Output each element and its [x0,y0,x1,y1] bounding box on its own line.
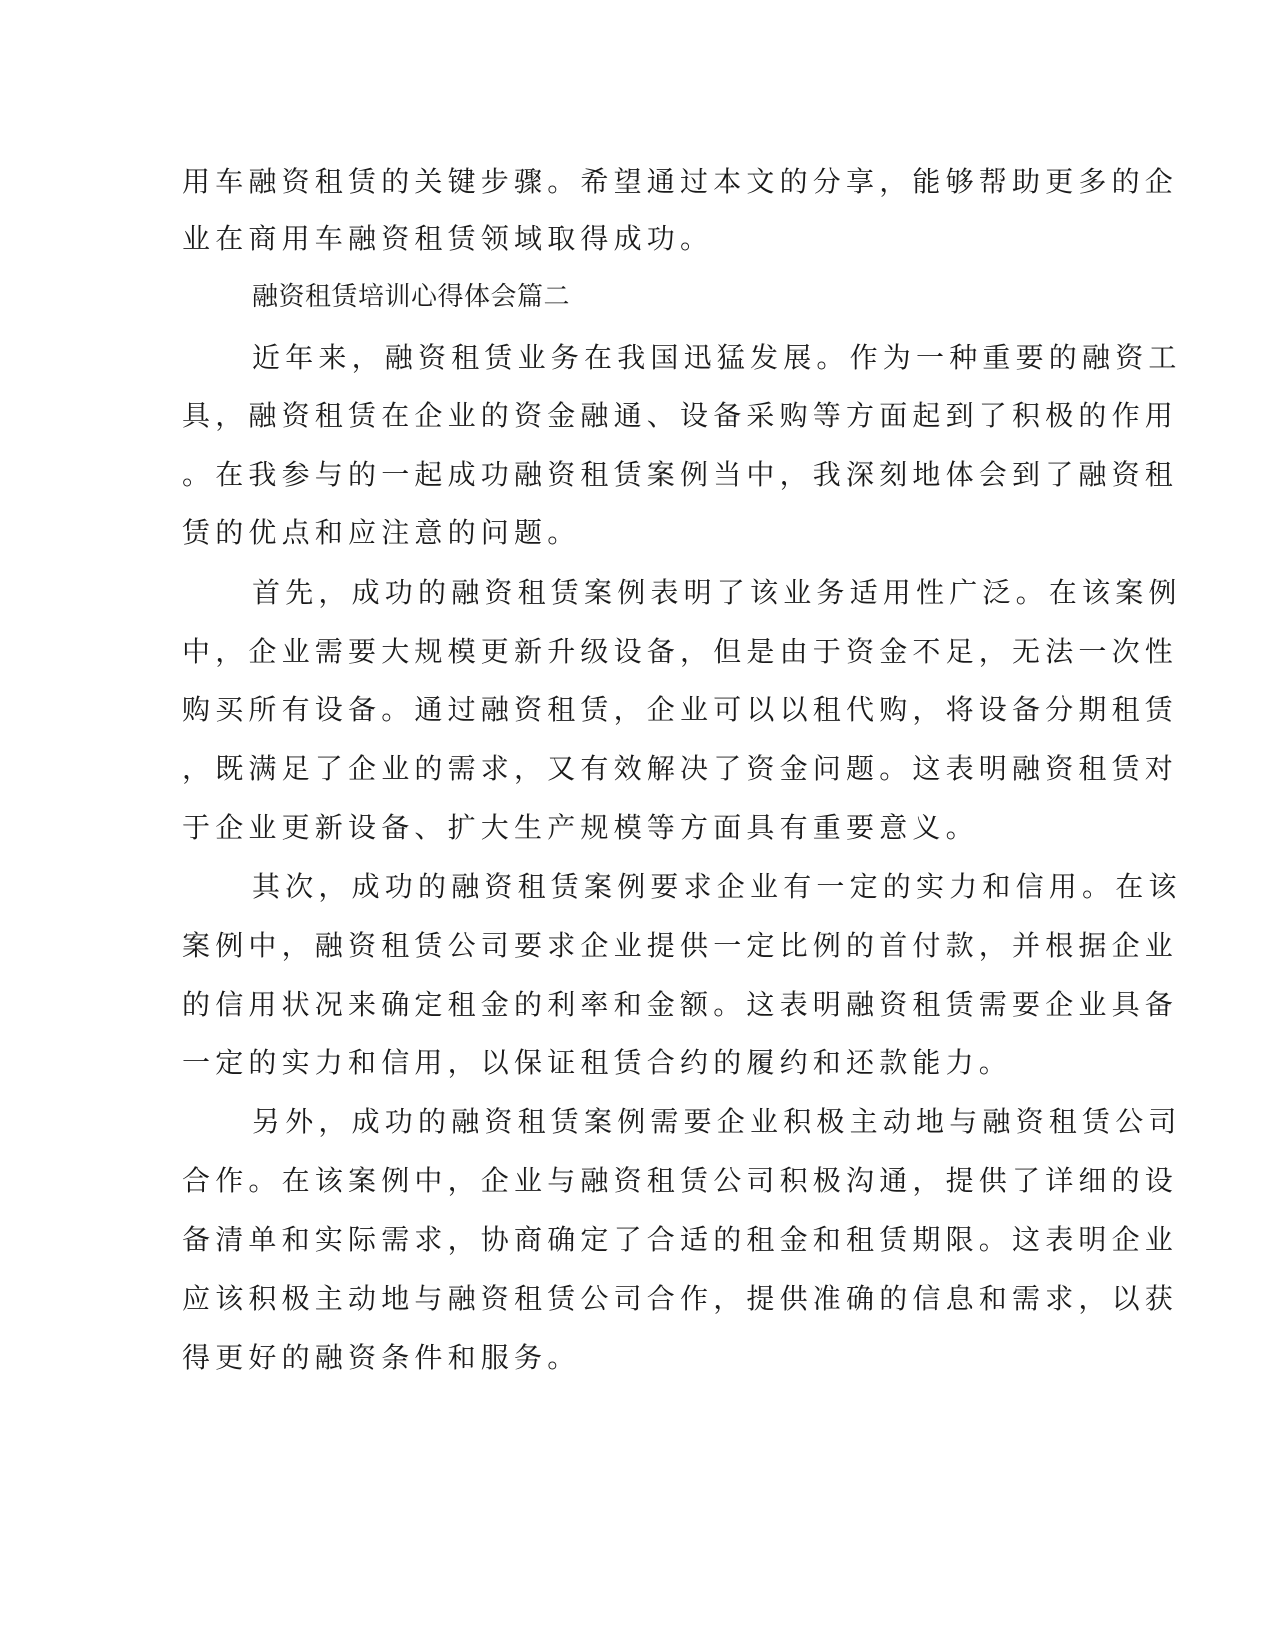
text-line: 备清单和实际需求，协商确定了合适的租金和租赁期限。这表明企业 [182,1223,1179,1256]
text-line: 其次，成功的融资租赁案例要求企业有一定的实力和信用。在该 [252,870,1182,903]
text-line: 中，企业需要大规模更新升级设备，但是由于资金不足，无法一次性 [182,635,1179,668]
text-line: 。在我参与的一起成功融资租赁案例当中，我深刻地体会到了融资租 [182,458,1179,491]
text-line: 近年来，融资租赁业务在我国迅猛发展。作为一种重要的融资工 [252,341,1182,374]
section-heading: 融资租赁培训心得体会篇二 [252,282,571,312]
text-line: 合作。在该案例中，企业与融资租赁公司积极沟通，提供了详细的设 [182,1164,1179,1197]
text-line: 一定的实力和信用，以保证租赁合约的履约和还款能力。 [182,1046,1013,1079]
text-line: 应该积极主动地与融资租赁公司合作，提供准确的信息和需求，以获 [182,1282,1179,1315]
text-line: 赁的优点和应注意的问题。 [182,516,581,549]
text-line: 案例中，融资租赁公司要求企业提供一定比例的首付款，并根据企业 [182,929,1179,962]
text-line: 具，融资租赁在企业的资金融通、设备采购等方面起到了积极的作用 [182,399,1179,432]
text-line: ，既满足了企业的需求，又有效解决了资金问题。这表明融资租赁对 [182,752,1179,785]
text-line: 购买所有设备。通过融资租赁，企业可以以租代购，将设备分期租赁 [182,693,1179,726]
text-line: 得更好的融资条件和服务。 [182,1341,581,1374]
text-line: 的信用状况来确定租金的利率和金额。这表明融资租赁需要企业具备 [182,988,1179,1021]
text-line: 业在商用车融资租赁领域取得成功。 [182,222,714,255]
text-line: 用车融资租赁的关键步骤。希望通过本文的分享，能够帮助更多的企 [182,165,1179,198]
text-line: 另外，成功的融资租赁案例需要企业积极主动地与融资租赁公司 [252,1105,1182,1138]
text-line: 首先，成功的融资租赁案例表明了该业务适用性广泛。在该案例 [252,576,1182,609]
text-line: 于企业更新设备、扩大生产规模等方面具有重要意义。 [182,811,979,844]
